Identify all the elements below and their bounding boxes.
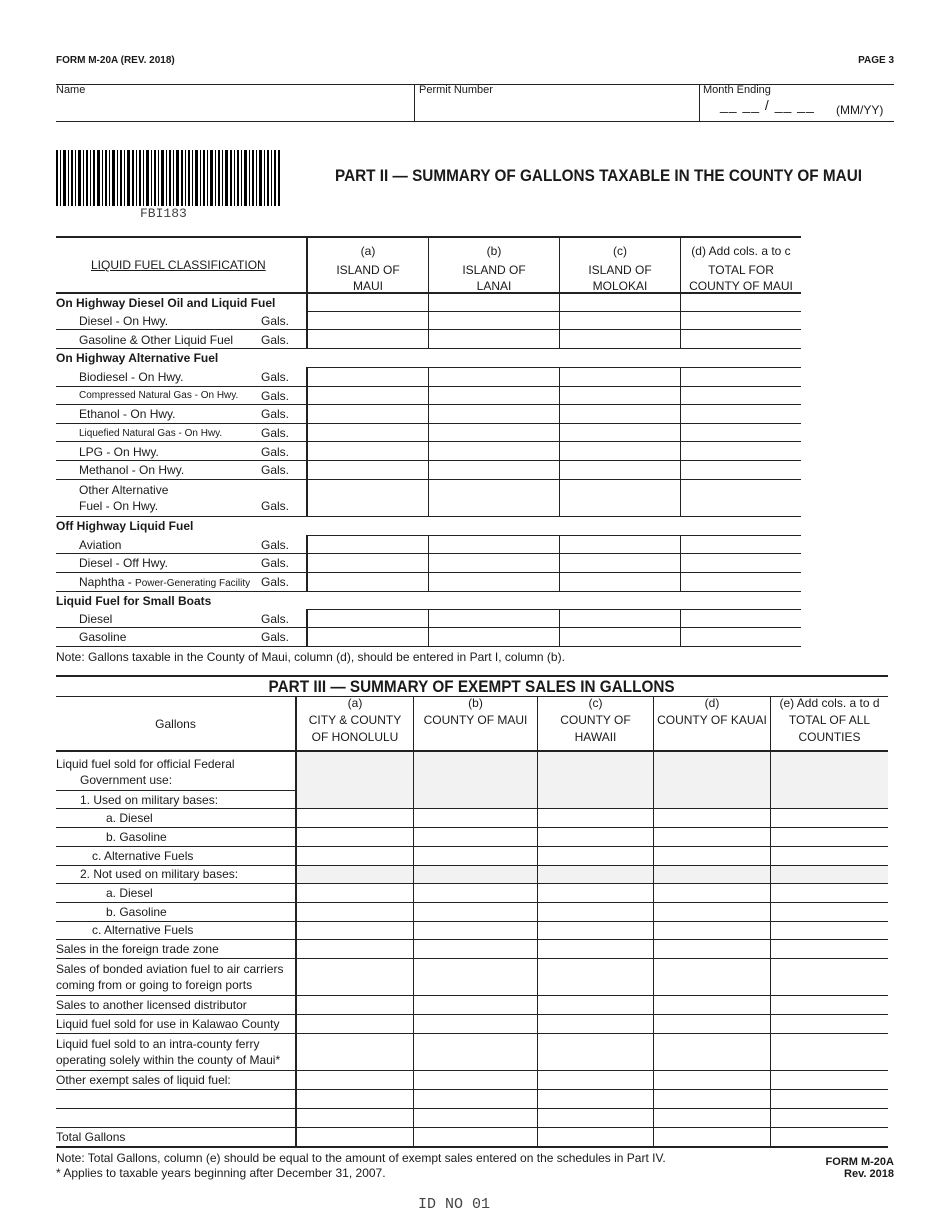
part3-input-cells[interactable] [297,809,888,865]
row-ferry-1: Liquid fuel sold to an intra-county ferry [56,1037,260,1051]
row-b-gasoline: b. Gasoline [106,830,167,844]
part3-col-divider [653,866,654,883]
grid-rule [56,348,801,349]
gals-label: Gals. [261,370,290,384]
name-label: Name [56,84,86,96]
other-exempt-desc-field[interactable] [56,1090,295,1108]
row-military-used: 1. Used on military bases: [80,793,219,807]
gals-label: Gals. [261,333,290,347]
gals-label: Gals. [261,612,290,626]
grid-rule [56,516,801,517]
row-bonded-2: coming from or going to foreign ports [56,978,253,992]
permit-label: Permit Number [419,84,493,96]
part3-col-divider [770,752,771,808]
row-a-diesel: a. Diesel [106,811,153,825]
row-boat-diesel: Diesel [79,612,113,626]
row-diesel-on-hwy: Diesel - On Hwy. [79,314,169,328]
gals-label: Gals. [261,389,290,403]
row-b-gasoline-2: b. Gasoline [106,905,167,919]
part3-col-divider [537,752,538,808]
gals-label: Gals. [261,407,290,421]
classification-header: LIQUID FUEL CLASSIFICATION [91,258,266,272]
row-c-alt-2: c. Alternative Fuels [92,923,194,937]
row-gasoline-other: Gasoline & Other Liquid Fuel [79,333,234,347]
name-field[interactable] [56,98,412,120]
part2-input-cells[interactable] [308,312,801,348]
gals-label: Gals. [261,538,290,552]
row-boat-gasoline: Gasoline [79,630,127,644]
row-ftz: Sales in the foreign trade zone [56,942,219,956]
gals-label: Gals. [261,426,290,440]
shaded-cells [297,752,888,808]
section-on-hwy-alt: On Highway Alternative Fuel [56,351,219,365]
gals-label: Gals. [261,314,290,328]
gals-label: Gals. [261,556,290,570]
part3-col-divider [413,752,414,808]
row-diesel-off-hwy: Diesel - Off Hwy. [79,556,168,570]
part3-col-b-header: (b) COUNTY OF MAUI [423,696,528,727]
part2-input-cells[interactable] [308,368,801,516]
gallons-header: Gallons [155,717,196,731]
grid-rule [56,646,801,647]
page-number: PAGE 3 [858,55,894,66]
shaded-cells [297,866,888,883]
month-blanks[interactable]: __ __ / __ __ [720,97,815,113]
part3-col-divider [653,752,654,808]
part3-col-d-header: (d) COUNTY OF KAUAI [657,696,767,727]
gals-label: Gals. [261,445,290,459]
month-format: (MM/YY) [836,103,884,117]
part3-col-divider [770,866,771,883]
row-lng: Liquefied Natural Gas - On Hwy. [79,428,223,439]
row-ethanol: Ethanol - On Hwy. [79,407,176,421]
header-divider [699,84,700,121]
gals-label: Gals. [261,630,290,644]
row-methanol: Methanol - On Hwy. [79,463,185,477]
part3-col-e-header: (e) Add cols. a to d TOTAL OF ALL COUNTIES [779,696,880,744]
footer-form: FORM M-20A [825,1156,894,1168]
row-ferry-2: operating solely within the county of Maui* [56,1053,281,1067]
row-other-exempt: Other exempt sales of liquid fuel: [56,1073,231,1087]
part3-col-c-header: (c) COUNTY OF HAWAII [560,696,631,744]
row-federal-2: Government use: [80,773,173,787]
grid-rule [56,591,801,592]
part3-note-2: * Applies to taxable years beginning after December 31, 2007. [56,1166,386,1180]
part3-bottom-rule [56,1146,888,1148]
permit-field[interactable] [416,98,697,120]
row-other-alt-2: Fuel - On Hwy. [79,499,159,513]
barcode-text: FBI183 [140,206,187,221]
row-naphtha: Naphtha - Power-Generating Facility [79,575,251,589]
row-c-alt: c. Alternative Fuels [92,849,194,863]
row-aviation: Aviation [79,538,122,552]
part2-note: Note: Gallons taxable in the County of Maui, column (d), should be entered in Part I, column (b). [56,650,565,664]
part2-input-cells[interactable] [308,536,801,591]
gals-label: Gals. [261,499,290,513]
section-on-hwy-diesel: On Highway Diesel Oil and Liquid Fuel [56,296,276,310]
form-id: FORM M-20A (REV. 2018) [56,55,175,66]
row-military-not: 2. Not used on military bases: [80,867,239,881]
part3-col-a-header: (a) CITY & COUNTY OF HONOLULU [308,696,402,744]
part2-col-d-header: (d) Add cols. a to c TOTAL FOR COUNTY OF MAUI [689,244,793,293]
row-licensed: Sales to another licensed distributor [56,998,247,1012]
footer-rev: Rev. 2018 [844,1168,894,1180]
row-total-gallons: Total Gallons [56,1130,126,1144]
row-federal-1: Liquid fuel sold for official Federal [56,757,235,771]
section-small-boats: Liquid Fuel for Small Boats [56,594,212,608]
row-kalawao: Liquid fuel sold for use in Kalawao County [56,1017,280,1031]
id-number: ID NO 01 [418,1196,491,1213]
barcode-icon [56,150,280,206]
other-exempt-desc-field[interactable] [56,1109,295,1127]
header-divider [414,84,415,121]
part3-title: PART III — SUMMARY OF EXEMPT SALES IN GALLONS [268,677,676,696]
part2-col-c-header: (c) ISLAND OF MOLOKAI [588,244,652,293]
part2-col-a-header: (a) ISLAND OF MAUI [336,244,400,293]
row-bonded-1: Sales of bonded aviation fuel to air carriers [56,962,284,976]
row-a-diesel-2: a. Diesel [106,886,153,900]
row-other-alt-1: Other Alternative [79,483,169,497]
section-off-hwy: Off Highway Liquid Fuel [56,519,194,533]
gals-label: Gals. [261,463,290,477]
part3-input-cells[interactable] [297,884,888,1145]
row-lpg: LPG - On Hwy. [79,445,159,459]
part2-col-b-header: (b) ISLAND OF LANAI [462,244,526,293]
grid-rule [56,790,295,791]
header-bottom-rule [56,121,894,122]
month-label: Month Ending [703,84,771,96]
part2-title: PART II — SUMMARY OF GALLONS TAXABLE IN THE COUNTY OF MAUI [335,166,863,185]
part3-note-1: Note: Total Gallons, column (e) should be equal to the amount of exempt sales entered on the schedules in Part IV. [56,1151,666,1165]
row-biodiesel: Biodiesel - On Hwy. [79,370,184,384]
gals-label: Gals. [261,575,290,589]
part3-title-wrap [56,677,888,697]
grid-rule [56,865,888,866]
part3-col-divider [537,866,538,883]
part3-col-divider [413,866,414,883]
row-cng: Compressed Natural Gas - On Hwy. [79,390,239,401]
part2-input-cells[interactable] [308,610,801,646]
